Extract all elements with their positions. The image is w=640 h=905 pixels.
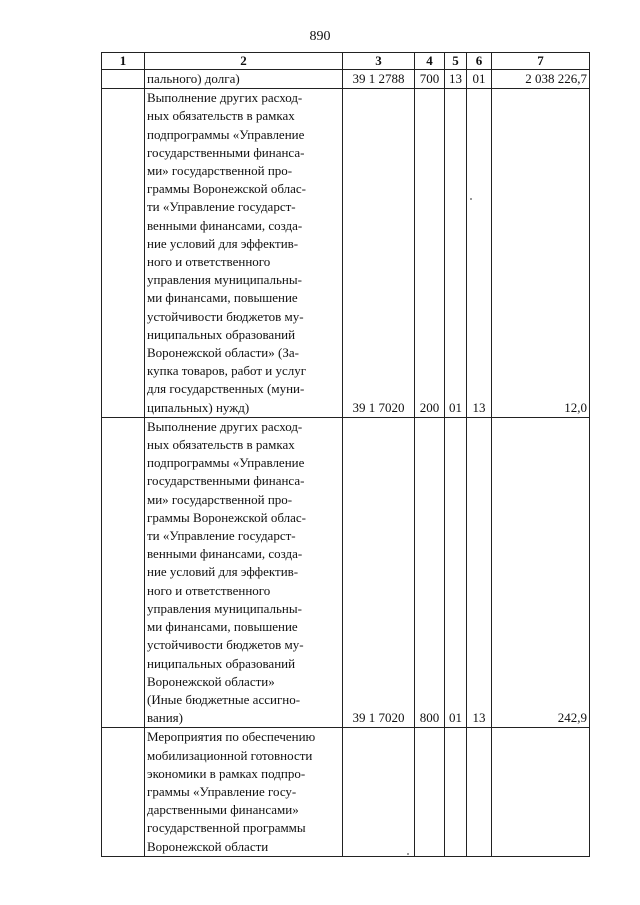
description-line: ных обязательств в рамках [147,108,295,124]
description-line: Выполнение других расход- [147,418,303,434]
table-row [102,70,590,89]
header-col-3: 3 [343,53,415,70]
header-col-4: 4 [415,53,445,70]
description-line: купка товаров, работ и услуг [147,363,307,379]
table-row [102,417,590,727]
budget-table [101,52,590,857]
table-row [102,89,590,418]
header-col-6: 6 [467,53,492,70]
cell-expense-type: 800 [415,417,445,727]
description-line: ние условий для эффектив- [147,235,299,251]
cell-empty [102,70,145,89]
description-line: ципальных) нужд) [147,399,250,415]
description-line: управления муниципальны- [147,272,302,288]
description-line: граммы Воронежской облас- [147,181,306,197]
description-line: подпрограммы «Управление [147,126,305,142]
description-line: ние условий для эффектив- [147,564,299,580]
description-line: ниципальных образований [147,655,296,671]
cell-target-code: 39 1 2788 [343,70,415,89]
cell-subsection: 01 [467,70,492,89]
description-line: дарственными финансами» [147,802,299,818]
cell-expense-type [415,728,445,856]
cell-section: 13 [445,70,467,89]
description-line: экономики в рамках подпро- [147,765,306,781]
table-row [102,728,590,856]
description-line: мобилизационной готовности [147,747,313,763]
description-line: ного и ответственного [147,582,271,598]
description-line: Выполнение других расход- [147,90,303,106]
cell-empty [102,89,145,418]
description-line: государственной программы [147,820,306,836]
description-line: ного и ответственного [147,254,271,270]
cell-expense-type: 700 [415,70,445,89]
description-line: ми финансами, повышение [147,619,298,635]
cell-target-code [343,728,415,856]
header-col-1: 1 [102,53,145,70]
cell-description [145,70,343,89]
description-line: управления муниципальны- [147,600,302,616]
description-line: вания) [147,710,183,726]
description-line: Воронежской области» [147,673,275,689]
description-line: (Иные бюджетные ассигно- [147,691,301,707]
description-line: граммы Воронежской облас- [147,509,306,525]
cell-empty [102,728,145,856]
description-line: ми финансами, повышение [147,290,298,306]
cell-section: 01 [445,89,467,418]
cell-subsection [467,728,492,856]
cell-description [145,417,343,727]
header-col-7: 7 [492,53,590,70]
cell-empty [102,417,145,727]
description-line: венными финансами, созда- [147,546,303,562]
cell-subsection: 13 [467,89,492,418]
description-line: ных обязательств в рамках [147,437,295,453]
header-col-2: 2 [145,53,343,70]
cell-expense-type: 200 [415,89,445,418]
description-line: ти «Управление государст- [147,528,296,544]
cell-subsection: 13 [467,417,492,727]
table-body [102,70,590,857]
description-line: пального) долга) [147,71,240,86]
page-number: 890 [309,29,331,44]
scan-speck [470,198,472,200]
description-line: Воронежской области» (За- [147,345,299,361]
scan-speck [407,853,409,855]
cell-amount [492,728,590,856]
description-line: государственными финанса- [147,144,305,160]
cell-section [445,728,467,856]
cell-description [145,728,343,856]
cell-target-code: 39 1 7020 [343,89,415,418]
cell-description [145,89,343,418]
header-row [102,53,590,70]
description-line: венными финансами, созда- [147,217,303,233]
description-line: ти «Управление государст- [147,199,296,215]
description-line: ми» государственной про- [147,491,293,507]
description-line: ниципальных образований [147,326,296,342]
description-line: Воронежской области [147,838,269,854]
description-line: Мероприятия по обеспечению [147,729,316,745]
cell-section: 01 [445,417,467,727]
header-col-5: 5 [445,53,467,70]
cell-amount: 242,9 [492,417,590,727]
description-line: ми» государственной про- [147,163,293,179]
description-line: для государственных (муни- [147,381,305,397]
cell-amount: 12,0 [492,89,590,418]
description-line: граммы «Управление госу- [147,783,297,799]
cell-target-code: 39 1 7020 [343,417,415,727]
description-line: устойчивости бюджетов му- [147,308,304,324]
description-line: устойчивости бюджетов му- [147,637,304,653]
cell-amount: 2 038 226,7 [492,70,590,89]
description-line: государственными финанса- [147,473,305,489]
description-line: подпрограммы «Управление [147,455,305,471]
